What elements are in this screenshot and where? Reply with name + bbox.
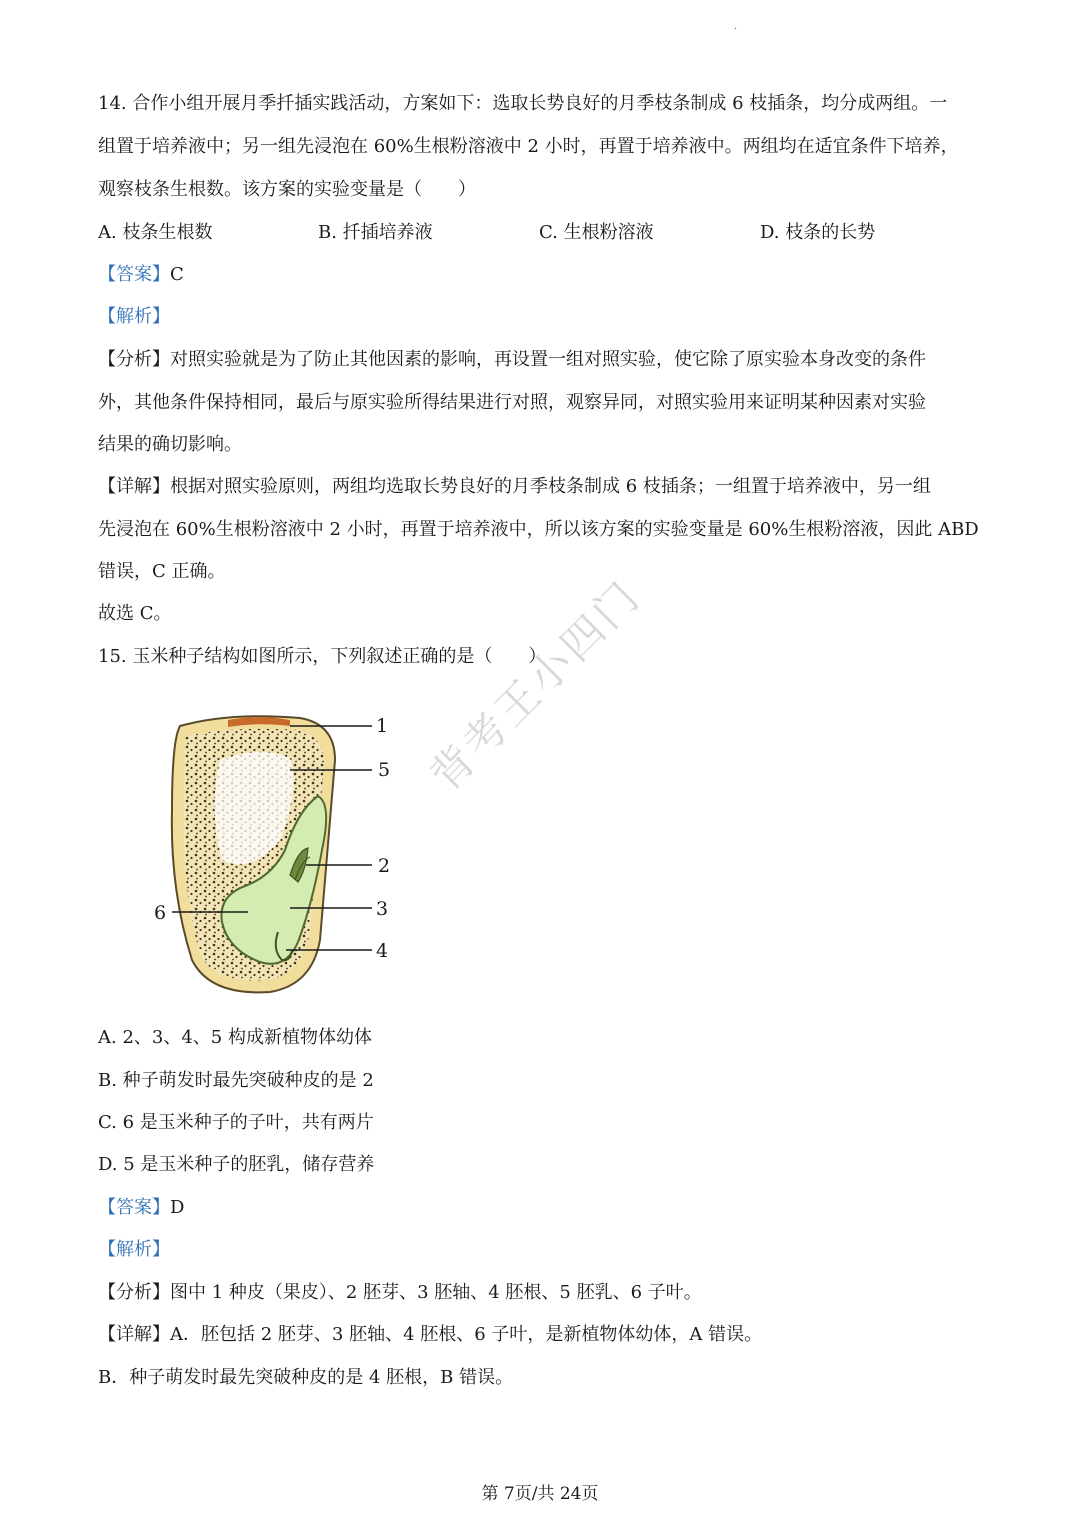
xiangjie-text: A．胚包括 2 胚芽、3 胚轴、4 胚根、6 子叶，是新植物体幼体，A 错误。 [170,1324,763,1345]
q14-option-d: D. 枝条的长势 [760,222,876,243]
q15-answer [98,1195,184,1221]
q15-stem: 15. 玉米种子结构如图所示，下列叙述正确的是（ ） [98,646,547,667]
q14-stem-line-3: 观察枝条生根数。该方案的实验变量是（ ） [98,179,476,200]
q14-stem-line-1: 14. 合作小组开展月季扦插实践活动，方案如下：选取长势良好的月季枝条制成 6 枝插条，均分成两组。一 [98,93,948,114]
fenxi-text: 图中 1 种皮（果皮）、2 胚芽、3 胚轴、4 胚根、5 胚乳、6 子叶。 [170,1282,702,1303]
q14-stem-line-2: 组置于培养液中；另一组先浸泡在 60%生根粉溶液中 2 小时，再置于培养液中。两组均在适宜条件下培养， [98,136,959,157]
label-1: 1 [376,715,389,737]
q14-fenxi-line-2: 外，其他条件保持相同，最后与原实验所得结果进行对照，观察异同，对照实验用来证明某种因素对实验 [98,392,926,413]
q15-xiangjie-b: B．种子萌发时最先突破种皮的是 4 胚根，B 错误。 [98,1367,514,1388]
q14-xiangjie-line-1 [98,474,931,500]
q14-xiangjie-line-3: 错误，C 正确。 [98,561,226,582]
fenxi-tag: 【分析】 [98,349,170,370]
label-3: 3 [376,898,389,920]
q15-fenxi [98,1280,702,1306]
q15-option-a: A. 2、3、4、5 构成新植物体幼体 [98,1027,372,1048]
q14-option-b: B. 扦插培养液 [318,222,433,243]
xiangjie-tag: 【详解】 [98,476,170,497]
q15-analysis-heading: 【解析】 [98,1239,170,1260]
q14-fenxi-line-1 [98,347,926,373]
label-2: 2 [378,855,391,877]
xiangjie-text: 根据对照实验原则，两组均选取长势良好的月季枝条制成 6 枝插条；一组置于培养液中，另一组 [170,476,931,497]
label-6: 6 [154,902,167,924]
answer-tag: 【答案】 [98,1197,170,1218]
corn-seed-diagram [140,700,410,1000]
q14-conclusion: 故选 C。 [98,603,172,624]
q15-xiangjie [98,1322,762,1348]
q15-option-c: C. 6 是玉米种子的子叶，共有两片 [98,1112,374,1133]
q15-option-b: B. 种子萌发时最先突破种皮的是 2 [98,1070,374,1091]
fenxi-text: 对照实验就是为了防止其他因素的影响，再设置一组对照实验，使它除了原实验本身改变的条件 [170,349,926,370]
fenxi-tag: 【分析】 [98,1282,170,1303]
page-footer: 第 7页/共 24页 [481,1484,599,1504]
q14-xiangjie-line-2: 先浸泡在 60%生根粉溶液中 2 小时，再置于培养液中，所以该方案的实验变量是 60%生根粉溶液，因此 ABD [98,519,979,540]
answer-value: C [170,264,184,285]
label-4: 4 [376,940,389,962]
q14-analysis-heading: 【解析】 [98,306,170,327]
q14-fenxi-line-3: 结果的确切影响。 [98,434,242,455]
q14-option-a: A. 枝条生根数 [98,222,213,243]
xiangjie-tag: 【详解】 [98,1324,170,1345]
label-5: 5 [378,759,391,781]
header-mark: · [734,24,738,35]
answer-value: D [170,1197,185,1218]
answer-tag: 【答案】 [98,264,170,285]
q14-answer [98,262,184,288]
q14-option-c: C. 生根粉溶液 [539,222,654,243]
watermark: 背考王小四门 [420,570,651,801]
q15-option-d: D. 5 是玉米种子的胚乳，储存营养 [98,1154,375,1175]
